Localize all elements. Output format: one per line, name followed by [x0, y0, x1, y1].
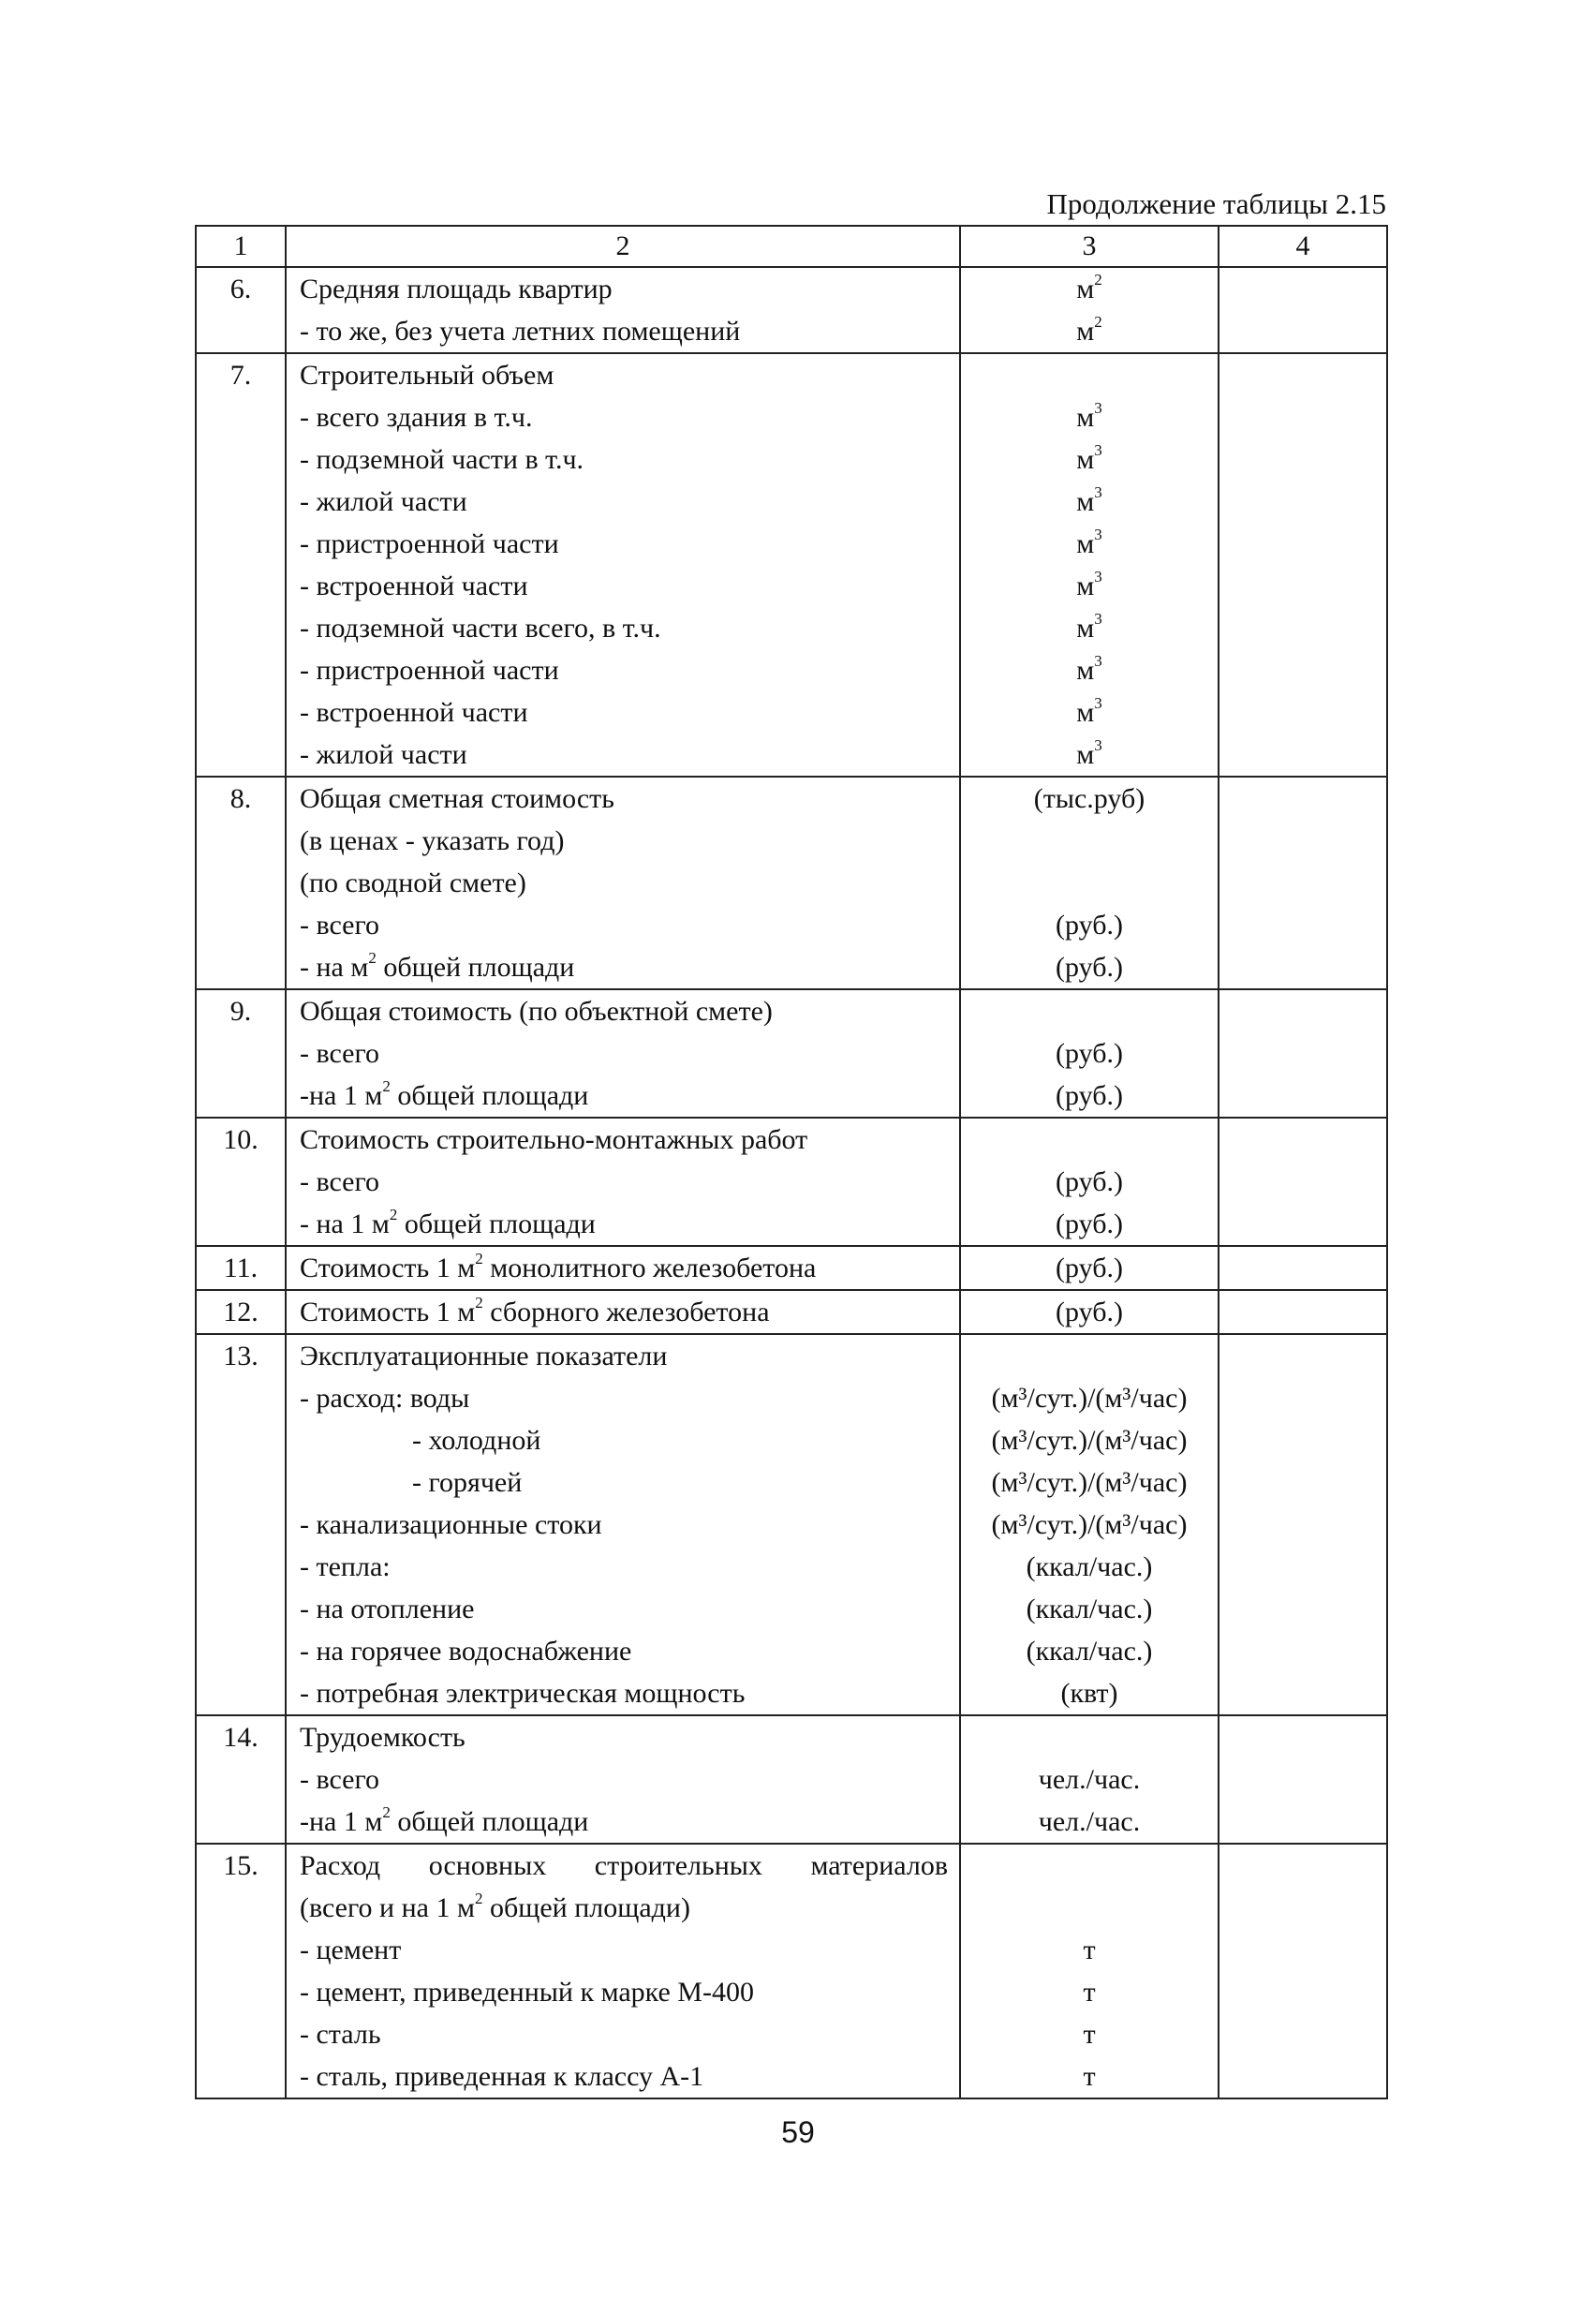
unit-text: [961, 1845, 1218, 1887]
unit-text: (ккал/час.): [1026, 1636, 1153, 1667]
indicator-text: - подземной части в т.ч.: [300, 444, 584, 475]
table-row: [196, 1715, 1387, 1844]
unit-cell: [960, 777, 1219, 989]
indicator-text: (всего и на 1 $м^2$ общей площади): [300, 1890, 690, 1923]
unit-text: $м^3$: [1076, 483, 1102, 517]
indicator-text: Стоимость 1 $м^2$ сборного железобетона: [300, 1294, 770, 1327]
indicator-text: - сталь: [300, 2019, 381, 2050]
value-cell: [1219, 989, 1387, 1118]
indicator-text: Общая стоимость (по объектной смете): [300, 996, 773, 1027]
value-cell: [1219, 1118, 1387, 1246]
indicator-text: - на 1 $м^2$ общей площади: [300, 1206, 596, 1239]
superscript: 3: [1094, 694, 1102, 712]
unit-cell: [960, 1246, 1219, 1290]
indicator-cell: [286, 1844, 960, 2098]
unit-text: [961, 1119, 1218, 1161]
indicator-cell: [286, 1246, 960, 1290]
unit-text: $м^3$: [1076, 568, 1102, 601]
unit-text: $м^3$: [1076, 526, 1102, 559]
superscript: 2: [389, 1206, 398, 1223]
value-cell: [1219, 777, 1387, 989]
table-row: [196, 1118, 1387, 1246]
unit-text: т: [1083, 1935, 1096, 1965]
indicator-text: - всего: [300, 1166, 380, 1197]
value-cell: [1219, 267, 1387, 353]
indicator-text: Стоимость строительно-монтажных работ: [300, 1124, 808, 1155]
indicator-cell: [286, 267, 960, 353]
superscript: 3: [1094, 736, 1102, 754]
indicator-text: (по сводной смете): [300, 867, 526, 898]
indicator-text: -на 1 $м^2$ общей площади: [300, 1077, 589, 1111]
superscript: 3: [1094, 399, 1102, 417]
indicator-text: Средняя площадь квартир: [300, 274, 613, 304]
unit-cell: [960, 267, 1219, 353]
unit-text: (м³/сут.)/(м³/час): [991, 1383, 1188, 1414]
indicator-text: - всего здания в т.ч.: [300, 402, 533, 433]
unit-text: (руб.): [1056, 910, 1123, 941]
indicator-text: - сталь, приведенная к классу А-1: [300, 2061, 704, 2092]
superscript: 2: [475, 1250, 483, 1268]
unit-text: $м^3$: [1076, 399, 1102, 433]
unit-text: [961, 1335, 1218, 1377]
indicator-cell: [286, 353, 960, 777]
unit-text: [961, 820, 1218, 862]
superscript: 2: [382, 1803, 391, 1821]
superscript: 2: [368, 949, 377, 967]
indicator-text: - цемент: [300, 1935, 402, 1965]
indicator-text: Строительный объем: [300, 360, 554, 391]
table-row: [196, 989, 1387, 1118]
unit-text: (руб.): [1056, 1253, 1123, 1283]
indicator-text: - канализационные стоки: [300, 1509, 602, 1540]
unit-cell: [960, 353, 1219, 777]
value-cell: [1219, 1290, 1387, 1334]
indicator-cell: [286, 777, 960, 989]
unit-cell: [960, 989, 1219, 1118]
row-number: 10.: [196, 1118, 286, 1246]
indicator-text: - тепла:: [300, 1551, 391, 1582]
unit-text: т: [1083, 2019, 1096, 2050]
indicator-text: - всего: [300, 1764, 380, 1795]
unit-text: (м³/сут.)/(м³/час): [991, 1509, 1188, 1540]
indicator-cell: [286, 1334, 960, 1715]
unit-text: $м^2$: [1076, 271, 1102, 304]
unit-text: (руб.): [1056, 1038, 1123, 1069]
unit-text: [961, 862, 1218, 904]
table-row: [196, 1844, 1387, 2098]
unit-text: (м³/сут.)/(м³/час): [991, 1467, 1188, 1498]
header-cell: 2: [286, 226, 960, 267]
indicator-text: - пристроенной части: [300, 655, 559, 686]
unit-text: (руб.): [1056, 1208, 1123, 1239]
superscript: 2: [1094, 313, 1102, 331]
unit-text: $м^3$: [1076, 610, 1102, 644]
table-row: [196, 777, 1387, 989]
unit-cell: [960, 1715, 1219, 1844]
unit-text: т: [1083, 1977, 1096, 2008]
indicator-text: - всего: [300, 910, 380, 941]
unit-text: $м^3$: [1076, 652, 1102, 686]
indicator-text: -на 1 $м^2$ общей площади: [300, 1803, 589, 1837]
indicator-text: Эксплуатационные показатели: [300, 1341, 668, 1371]
superscript: 3: [1094, 526, 1102, 543]
row-number: 6.: [196, 267, 286, 353]
value-cell: [1219, 1246, 1387, 1290]
indicator-text: - жилой части: [300, 486, 467, 517]
table-row: [196, 1334, 1387, 1715]
row-number: 7.: [196, 353, 286, 777]
unit-text: чел./час.: [1038, 1806, 1141, 1837]
unit-text: [961, 1887, 1218, 1929]
unit-text: $м^2$: [1076, 313, 1102, 347]
indicator-cell: [286, 989, 960, 1118]
indicator-cell: [286, 1118, 960, 1246]
indicator-text: - цемент, приведенный к марке М-400: [300, 1977, 754, 2008]
indicator-text: - всего: [300, 1038, 380, 1069]
indicator-text: - расход: воды: [300, 1383, 470, 1414]
indicators-table: [195, 225, 1388, 2099]
unit-text: (руб.): [1056, 1166, 1123, 1197]
indicator-cell: [286, 1715, 960, 1844]
superscript: 3: [1094, 610, 1102, 628]
superscript: 2: [475, 1294, 483, 1312]
value-cell: [1219, 1334, 1387, 1715]
header-cell: 3: [960, 226, 1219, 267]
unit-text: $м^3$: [1076, 694, 1102, 728]
indicator-text: Общая сметная стоимость: [300, 783, 614, 814]
unit-text: $м^3$: [1076, 441, 1102, 475]
value-cell: [1219, 1715, 1387, 1844]
indicator-text: - пристроенной части: [300, 528, 559, 559]
row-number: 14.: [196, 1715, 286, 1844]
unit-text: т: [1083, 2061, 1096, 2092]
superscript: 2: [382, 1077, 391, 1095]
unit-text: (ккал/час.): [1026, 1551, 1153, 1582]
unit-text: (ккал/час.): [1026, 1594, 1153, 1624]
row-number: 11.: [196, 1246, 286, 1290]
unit-cell: [960, 1334, 1219, 1715]
superscript: 3: [1094, 441, 1102, 459]
indicator-text: Трудоемкость: [300, 1722, 466, 1753]
header-cell: 4: [1219, 226, 1387, 267]
indicator-text: Расход основных строительных материалов: [300, 1850, 948, 1881]
value-cell: [1219, 353, 1387, 777]
unit-cell: [960, 1844, 1219, 2098]
unit-text: (тыс.руб): [1033, 783, 1145, 814]
superscript: 3: [1094, 652, 1102, 670]
row-number: 8.: [196, 777, 286, 989]
unit-text: (квт): [1060, 1678, 1118, 1709]
indicator-text: - жилой части: [300, 739, 467, 770]
unit-text: $м^3$: [1076, 736, 1102, 770]
row-number: 13.: [196, 1334, 286, 1715]
indicator-text: - горячей: [412, 1467, 523, 1498]
unit-cell: [960, 1290, 1219, 1334]
indicator-text: - на отопление: [300, 1594, 475, 1624]
unit-text: (руб.): [1056, 1297, 1123, 1327]
superscript: 3: [1094, 483, 1102, 501]
unit-text: [961, 1716, 1218, 1758]
indicator-cell: [286, 1290, 960, 1334]
page-number: 59: [781, 2115, 815, 2149]
header-cell: 1: [196, 226, 286, 267]
unit-text: (руб.): [1056, 952, 1123, 983]
indicator-text: - встроенной части: [300, 697, 528, 728]
indicator-text: - на $м^2$ общей площади: [300, 949, 575, 983]
unit-text: чел./час.: [1038, 1764, 1141, 1795]
table-row: [196, 1246, 1387, 1290]
row-number: 12.: [196, 1290, 286, 1334]
indicator-text: - то же, без учета летних помещений: [300, 316, 741, 347]
superscript: 2: [1094, 271, 1102, 289]
indicator-text: Стоимость 1 $м^2$ монолитного железобетона: [300, 1250, 817, 1283]
row-number: 9.: [196, 989, 286, 1118]
unit-text: [961, 990, 1218, 1032]
row-number: 15.: [196, 1844, 286, 2098]
unit-text: (руб.): [1056, 1080, 1123, 1111]
unit-cell: [960, 1118, 1219, 1246]
indicator-text: - подземной части всего, в т.ч.: [300, 613, 661, 644]
superscript: 3: [1094, 568, 1102, 586]
indicator-text: - холодной: [412, 1425, 541, 1456]
table-row: [196, 1290, 1387, 1334]
indicator-text: - потребная электрическая мощность: [300, 1678, 746, 1709]
indicator-text: - на горячее водоснабжение: [300, 1636, 632, 1667]
superscript: 2: [474, 1890, 483, 1907]
unit-text: (м³/сут.)/(м³/час): [991, 1425, 1188, 1456]
table-row: [196, 353, 1387, 777]
indicator-text: (в ценах - указать год): [300, 825, 565, 856]
value-cell: [1219, 1844, 1387, 2098]
table-row: [196, 267, 1387, 353]
table-caption: Продолжение таблицы 2.15: [1046, 187, 1386, 220]
unit-text: [961, 354, 1218, 396]
table-header-row: [196, 226, 1387, 267]
indicator-text: - встроенной части: [300, 571, 528, 601]
